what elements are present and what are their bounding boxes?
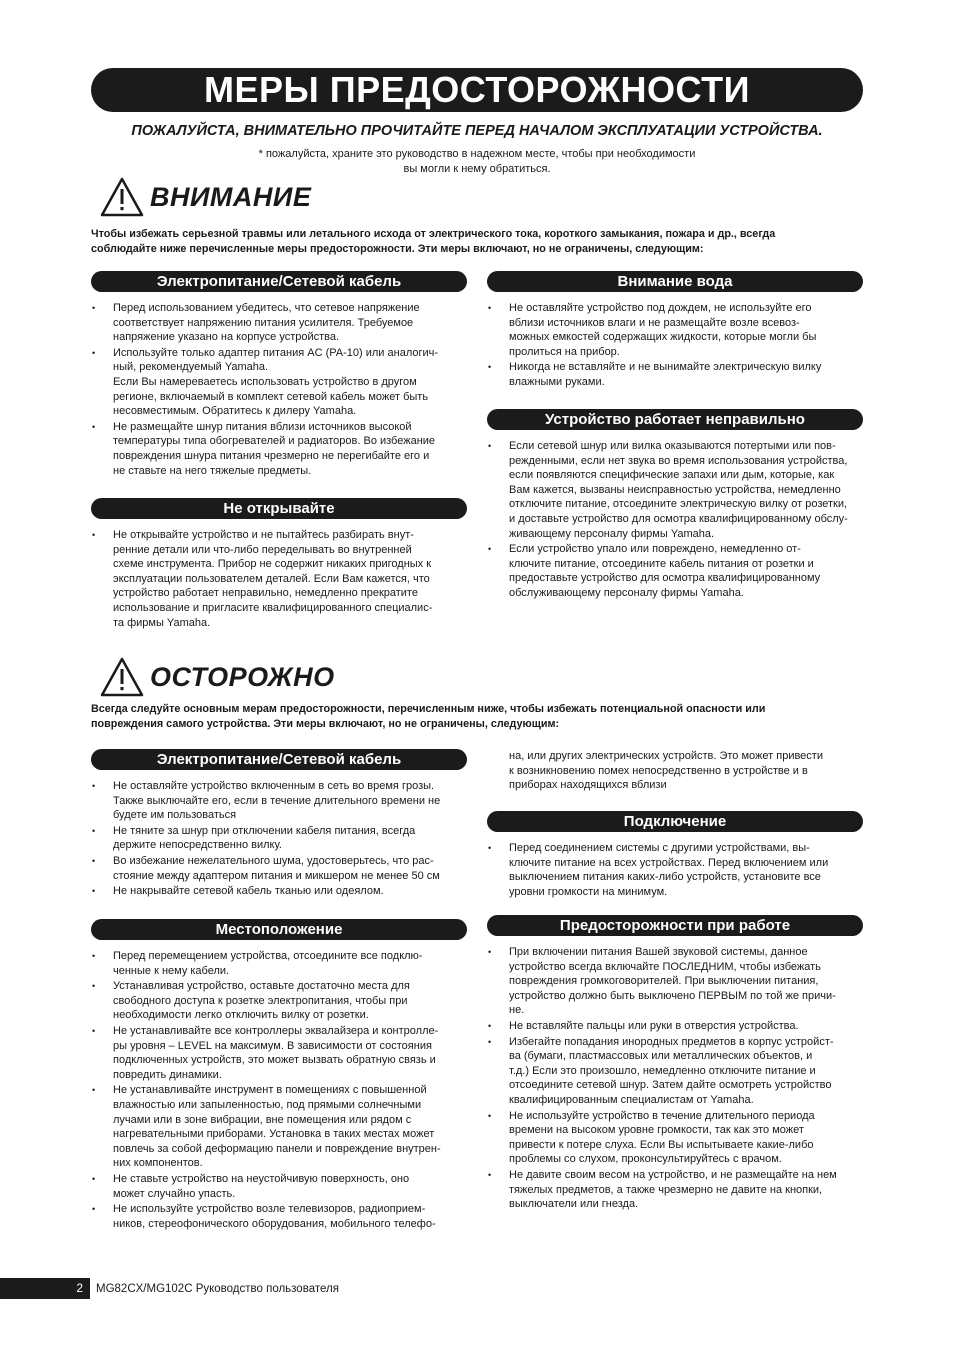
text-line: проблемы со слухом, проконсультируйтесь с врачом.: [509, 1153, 782, 1166]
warning-triangle-icon: [100, 657, 144, 697]
text-line: т.д.) Если это произошло, немедленно отключите питание и: [509, 1064, 816, 1077]
section-header: Электропитание/Сетевой кабель: [91, 749, 467, 770]
section-header: Внимание вода: [487, 271, 863, 292]
text-line: Также выключайте его, если в течение длительного времени не: [113, 794, 441, 807]
text-line: • Не оставляйте устройство включенным в сеть во время грозы.: [113, 780, 435, 792]
text-line: выключатели или гнезда.: [509, 1198, 639, 1211]
text-line: та фирмы Yamaha.: [113, 616, 211, 629]
text-line: • Не открывайте устройство и не пытайтесь разбирать внут-: [113, 529, 414, 541]
text-line: приборах находящихся вблизи: [509, 779, 667, 792]
section-header: Устройство работает неправильно: [487, 409, 863, 430]
text-line: свободного доступа к розетке электропитания, чтобы при: [113, 994, 408, 1007]
intro-line: Всегда следуйте основным мерам предосторожности, перечисленным ниже, чтобы избежать потенциальной опасности или: [91, 703, 766, 715]
text-line: отсоедините сетевой шнур. Затем дайте осмотреть устройство: [509, 1079, 832, 1092]
text-line: • Если устройство упало или повреждено, немедленно от-: [509, 543, 801, 556]
intro-line: соблюдайте ниже перечисленные меры предосторожности. Эти меры включают, но не ограничены, следующим:: [91, 242, 704, 255]
bullet-list: [91, 949, 467, 1231]
text-line: • При включении питания Вашей звуковой системы, данное: [509, 946, 808, 958]
page-footer: [0, 1278, 339, 1299]
bullet-item: [91, 884, 467, 899]
section-header: Не открывайте: [91, 498, 467, 519]
text-line: • Не устанавливайте инструмент в помещениях с повышенной: [113, 1084, 427, 1097]
text-line: использование и пригласите квалифицированного специалис-: [113, 601, 433, 614]
text-line: • Не ставьте устройство на неустойчивую поверхность, оно: [113, 1172, 410, 1185]
text-line: устройство работает неправильно, немедленно прекратите: [113, 587, 418, 600]
text-line: будете им пользоваться: [113, 809, 237, 822]
text-line: вблизи источников влаги и не размещайте возле всевоз-: [509, 316, 800, 329]
text-line: • Никогда не вставляйте и не вынимайте электрическую вилку: [509, 361, 822, 374]
caution-location-section: [91, 919, 467, 1232]
text-line: ключите питание на всех устройствах. Перед включением или: [509, 856, 829, 869]
text-line: уровни громкости на минимум.: [509, 885, 668, 898]
warning-power-section: [91, 271, 467, 479]
text-line: времени на высоком уровне громкости, так как это может: [509, 1124, 804, 1137]
warning-intro: [91, 227, 863, 256]
text-line: • Перед соединением системы с другими устройствами, вы-: [509, 842, 810, 854]
text-line: устройство всегда включайте ПОСЛЕДНИМ, чтобы избежать: [509, 960, 821, 973]
text-line: повреждения громкоговорителей. При выключении питания,: [509, 975, 819, 988]
text-line: повреждения шнура питания чрезмерно не перегибайте его и: [113, 449, 430, 462]
text-line: схеме инструмента. Прибор не содержит никаких пригодных к: [113, 558, 432, 571]
text-line: несовместимым. Обратитесь к дилеру Yamaha.: [113, 405, 357, 418]
caution-connection-section: [487, 811, 863, 900]
bullet-item: [487, 360, 863, 389]
text-line: привести к потере слуха. Если Вы испытываете какие-либо: [509, 1138, 814, 1151]
warning-title: ВНИМАНИЕ: [150, 181, 312, 212]
bullet-list: [487, 301, 863, 390]
bullet-item: [487, 1035, 863, 1108]
text-line: напряжение указано на корпусе устройства.: [113, 331, 340, 344]
bullet-list: [487, 439, 863, 601]
bullet-item: [487, 1019, 863, 1034]
bullet-item: [91, 1083, 467, 1171]
section-header: Предосторожности при работе: [487, 915, 863, 936]
text-line: • Не тяните за шнур при отключении кабеля питания, всегда: [113, 824, 416, 837]
caution-continued-text: [487, 749, 863, 793]
page-title: МЕРЫ ПРЕДОСТОРОЖНОСТИ: [203, 69, 751, 110]
text-line: необходимости легко отключить вилку от розетки.: [113, 1009, 369, 1022]
bullet-item: [91, 301, 467, 345]
bullet-item: [91, 854, 467, 883]
bullet-item: [91, 1172, 467, 1201]
text-line: ников, стереофонического оборудования, мобильного телефо-: [113, 1217, 436, 1230]
bullet-item: [91, 346, 467, 419]
text-line: влажностью или запыленностью, под прямыми солнечными: [113, 1098, 422, 1111]
subtitle: ПОЖАЛУЙСТА, ВНИМАТЕЛЬНО ПРОЧИТАЙТЕ ПЕРЕД НАЧАЛОМ ЭКСПЛУАТАЦИИ УСТРОЙСТВА.: [131, 123, 823, 139]
continued-paragraph: [487, 749, 863, 793]
bullet-list: [91, 528, 467, 630]
text-line: ный, рекомендуемый Yamaha.: [113, 361, 269, 374]
text-line: Если Вы намереваетесь использовать устройство в другом: [113, 375, 417, 388]
bullet-item: [91, 1024, 467, 1082]
text-line: подключенных устройств, это может вызвать обратную связь и: [113, 1054, 436, 1067]
title-banner: [91, 68, 863, 112]
text-line: • Не накрывайте сетевой кабель тканью или одеялом.: [113, 885, 384, 898]
bullet-list: [487, 945, 863, 1212]
storage-note: [227, 147, 727, 176]
text-line: влажными руками.: [509, 375, 605, 388]
note-line: * пожалуйста, храните это руководство в надежном месте, чтобы при необходимости: [258, 148, 696, 160]
text-line: на, или других электрических устройств. Это может привести: [509, 750, 823, 762]
text-line: ры уровня – LEVEL на максимум. В зависимости от состояния: [113, 1039, 432, 1052]
text-line: • Если сетевой шнур или вилка оказываются потертыми или пов-: [509, 440, 836, 452]
bullet-item: [487, 301, 863, 359]
bullet-item: [487, 439, 863, 541]
text-line: • Не используйте устройство возле телевизоров, радиоприем-: [113, 1203, 426, 1216]
text-line: лучами или в зоне вибрации, вне помещения или рядом с: [113, 1113, 412, 1126]
warning-water-section: [487, 271, 863, 391]
text-line: устройство должно быть выключено ПЕРВЫМ по той же причи-: [509, 989, 836, 1002]
text-line: не ставьте на него тяжелые предметы.: [113, 464, 312, 477]
caution-heading: [100, 655, 335, 699]
bullet-item: [487, 841, 863, 899]
text-line: • Избегайте попадания инородных предметов в корпус устройст-: [509, 1035, 834, 1048]
section-header: Подключение: [487, 811, 863, 832]
text-line: • Не устанавливайте все контроллеры эквалайзера и контролле-: [113, 1024, 439, 1037]
bullet-item: [487, 542, 863, 600]
text-line: регионе, включаемый в комплект сетевой кабель может быть: [113, 390, 429, 403]
text-line: эксплуатации пользователем деталей. Если Вам кажется, что: [113, 572, 430, 585]
text-line: • Не размещайте шнур питания вблизи источников высокой: [113, 420, 412, 433]
section-header: Местоположение: [91, 919, 467, 940]
text-line: пролиться на прибор.: [509, 345, 620, 358]
text-line: режденными, если нет звука во время использования устройства,: [509, 454, 848, 467]
text-line: к возникновению помех непосредственно в устройстве и в: [509, 764, 808, 777]
warning-triangle-icon: [100, 177, 144, 217]
text-line: • Перед использованием убедитесь, что сетевое напряжение: [113, 302, 420, 314]
text-line: соответствует напряжению питания усилителя. Требуемое: [113, 316, 414, 329]
text-line: обслуживающему персоналу фирмы Yamaha.: [509, 586, 744, 599]
bullet-list: [487, 841, 863, 899]
bullet-item: [91, 779, 467, 823]
bullet-item: [91, 420, 467, 478]
text-line: • Перед перемещением устройства, отсоедините все подклю-: [113, 950, 423, 962]
bullet-list: [91, 301, 467, 478]
text-line: выключением питания каких-либо устройств, установите все: [509, 871, 821, 884]
text-line: нагревательными приборами. Установка в таких местах может: [113, 1128, 435, 1141]
text-line: ключите питание, отсоедините кабель питания от розетки и: [509, 557, 814, 570]
bullet-item: [487, 1109, 863, 1167]
text-line: может случайно упасть.: [113, 1187, 236, 1200]
warning-heading: [100, 175, 311, 219]
text-line: • Устанавливая устройство, оставьте достаточно места для: [113, 980, 410, 993]
bullet-item: [91, 824, 467, 853]
bullet-item: [91, 528, 467, 630]
text-line: и доставьте устройство для осмотра квалифицированному обслу-: [509, 512, 848, 525]
section-header: Электропитание/Сетевой кабель: [91, 271, 467, 292]
text-line: можных емкостей содержащих жидкости, которые могли бы: [509, 331, 817, 344]
text-line: ренние детали или что-либо переделывать во внутренней: [113, 543, 412, 556]
text-line: • Не давите своим весом на устройство, и не размещайте на нем: [509, 1168, 837, 1181]
text-line: не.: [509, 1004, 525, 1017]
text-line: • Во избежание нежелательного шума, удостоверьтесь, что рас-: [113, 854, 434, 867]
text-line: держите непосредственно вилку.: [113, 839, 282, 852]
bullet-item: [91, 949, 467, 978]
text-line: • Не оставляйте устройство под дождем, не используйте его: [509, 302, 812, 314]
text-line: ченные к нему кабели.: [113, 964, 230, 977]
text-line: если появляются специфические запахи или дым, которые, как: [509, 469, 835, 482]
text-line: отключите питание, отсоедините электрическую вилку от розетки,: [509, 498, 848, 511]
bullet-item: [91, 1202, 467, 1231]
footer-text: MG82CX/MG102C Руководство пользователя: [96, 1282, 339, 1295]
text-line: повредить динамики.: [113, 1068, 222, 1081]
bullet-item: [487, 945, 863, 1018]
text-line: стояние между адаптером питания и микшером не менее 50 см: [113, 869, 440, 882]
bullet-list: [91, 779, 467, 899]
text-line: живающему персоналу фирмы Yamaha.: [509, 527, 715, 540]
intro-line: повреждения самого устройства. Эти меры включают, но не ограничены, следующим:: [91, 717, 560, 730]
text-line: тяжелых предметов, а также чрезмерно не давите на кнопки,: [509, 1183, 823, 1196]
text-line: ва (бумаги, пластмассовых или металлических объектов, и: [509, 1050, 813, 1063]
caution-power-section: [91, 749, 467, 900]
text-line: них компонентов.: [113, 1157, 203, 1170]
page-number: 2: [0, 1278, 90, 1299]
caution-intro: [91, 702, 863, 731]
text-line: • Не используйте устройство в течение длительного периода: [509, 1109, 815, 1122]
note-line: вы могли к нему обратиться.: [403, 162, 551, 175]
warning-malfunction-section: [487, 409, 863, 602]
bullet-item: [91, 979, 467, 1023]
caution-title: ОСТОРОЖНО: [150, 661, 335, 692]
text-line: повлечь за собой деформацию панели и повреждение внутрен-: [113, 1142, 441, 1155]
text-line: • Используйте только адаптер питания AC (PA-10) или аналогич-: [113, 346, 439, 359]
text-line: температуры типа обогревателей и радиаторов. Во избежание: [113, 435, 436, 448]
intro-line: Чтобы избежать серьезной травмы или летального исхода от электрического тока, короткого замыкания, пожара и др., всегда: [91, 228, 776, 240]
text-line: предоставьте устройство для осмотра квалифицированному: [509, 572, 821, 585]
text-line: квалифицированным специалистам от Yamaha.: [509, 1093, 754, 1106]
bullet-item: [487, 1168, 863, 1212]
text-line: • Не вставляйте пальцы или руки в отверстия устройства.: [509, 1019, 799, 1032]
warning-open-section: [91, 498, 467, 631]
text-line: Вам кажется, вызваны неисправностью устройства, немедленно: [509, 483, 841, 496]
caution-operation-section: [487, 915, 863, 1213]
